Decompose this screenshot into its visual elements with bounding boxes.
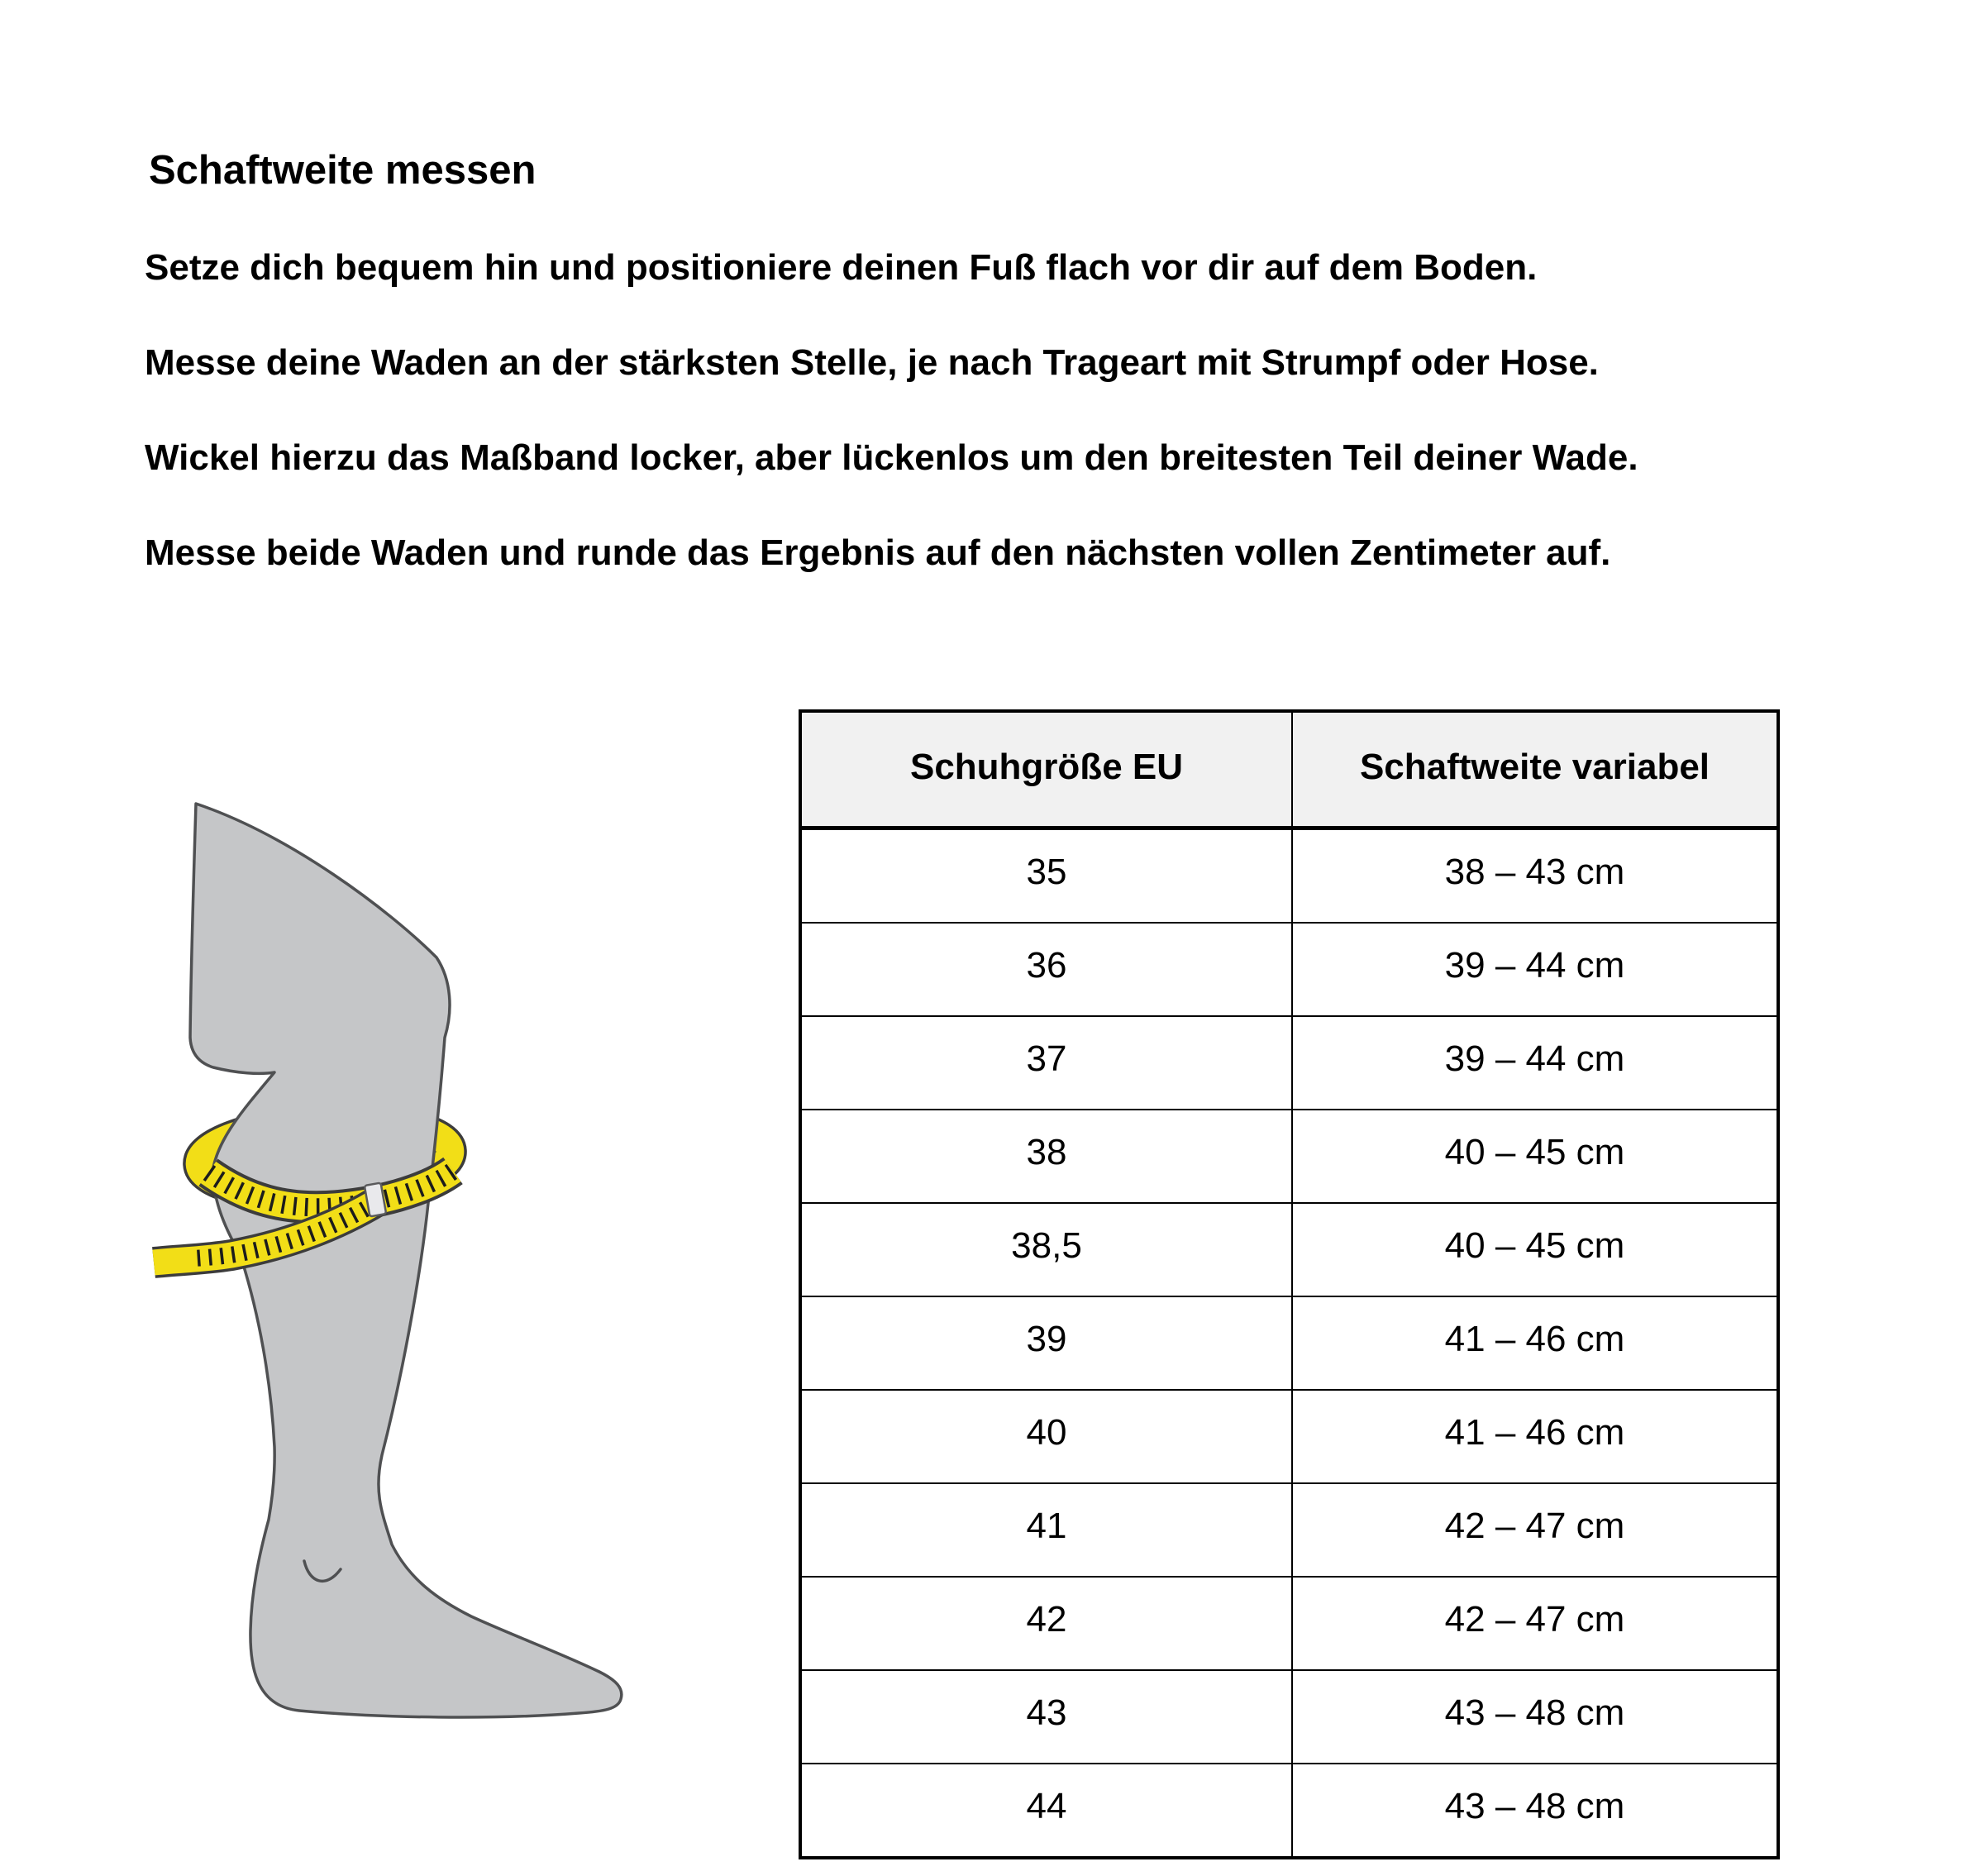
shoe-size-cell: 39 xyxy=(800,1296,1292,1390)
table-row xyxy=(800,923,1778,1016)
shaft-width-cell: 40 – 45 cm xyxy=(1292,1110,1778,1203)
shaft-width-cell: 41 – 46 cm xyxy=(1292,1296,1778,1390)
shoe-size-cell: 36 xyxy=(800,923,1292,1016)
table-row xyxy=(800,1110,1778,1203)
column-header-shoe-size: Schuhgröße EU xyxy=(800,711,1292,828)
column-header-shaft-width: Schaftweite variabel xyxy=(1292,711,1778,828)
size-table-body xyxy=(800,828,1778,1859)
shoe-size-cell: 38 xyxy=(800,1110,1292,1203)
shaft-width-cell: 40 – 45 cm xyxy=(1292,1203,1778,1296)
instruction-paragraph: Wickel hierzu das Maßband locker, aber lückenlos um den breitesten Teil deiner Wade. xyxy=(145,437,1638,478)
shoe-size-cell: 40 xyxy=(800,1390,1292,1483)
shoe-size-cell: 37 xyxy=(800,1016,1292,1110)
shoe-size-cell: 43 xyxy=(800,1670,1292,1764)
shoe-size-cell: 42 xyxy=(800,1577,1292,1670)
header-row xyxy=(800,711,1778,828)
shoe-size-cell: 44 xyxy=(800,1764,1292,1858)
instruction-paragraph: Setze dich bequem hin und positioniere deinen Fuß flach vor dir auf dem Boden. xyxy=(145,247,1538,288)
table-row xyxy=(800,1670,1778,1764)
table-row xyxy=(800,1296,1778,1390)
table-row xyxy=(800,1390,1778,1483)
page-title: Schaftweite messen xyxy=(149,148,537,193)
table-row xyxy=(800,1577,1778,1670)
instruction-paragraph: Messe deine Waden an der stärksten Stelle, je nach Trageart mit Strumpf oder Hose. xyxy=(145,342,1599,383)
size-chart-table xyxy=(799,709,1780,1859)
table-row xyxy=(800,1016,1778,1110)
shoe-size-cell: 41 xyxy=(800,1483,1292,1577)
leg-with-measuring-tape-graphic xyxy=(83,785,678,1720)
instruction-paragraph: Messe beide Waden und runde das Ergebnis auf den nächsten vollen Zentimeter auf. xyxy=(145,532,1611,573)
table-row xyxy=(800,828,1778,924)
shaft-width-cell: 42 – 47 cm xyxy=(1292,1577,1778,1670)
table-row xyxy=(800,1483,1778,1577)
shaft-width-cell: 42 – 47 cm xyxy=(1292,1483,1778,1577)
shaft-width-cell: 38 – 43 cm xyxy=(1292,828,1778,924)
shoe-size-cell: 38,5 xyxy=(800,1203,1292,1296)
shaft-width-cell: 43 – 48 cm xyxy=(1292,1764,1778,1858)
shaft-width-cell: 39 – 44 cm xyxy=(1292,923,1778,1016)
table-row xyxy=(800,1764,1778,1858)
shaft-width-cell: 39 – 44 cm xyxy=(1292,1016,1778,1110)
leg-measurement-illustration xyxy=(83,785,678,1720)
shaft-width-cell: 43 – 48 cm xyxy=(1292,1670,1778,1764)
shaft-width-cell: 41 – 46 cm xyxy=(1292,1390,1778,1483)
shoe-size-cell: 35 xyxy=(800,828,1292,924)
table-row xyxy=(800,1203,1778,1296)
size-chart-header xyxy=(800,711,1778,828)
